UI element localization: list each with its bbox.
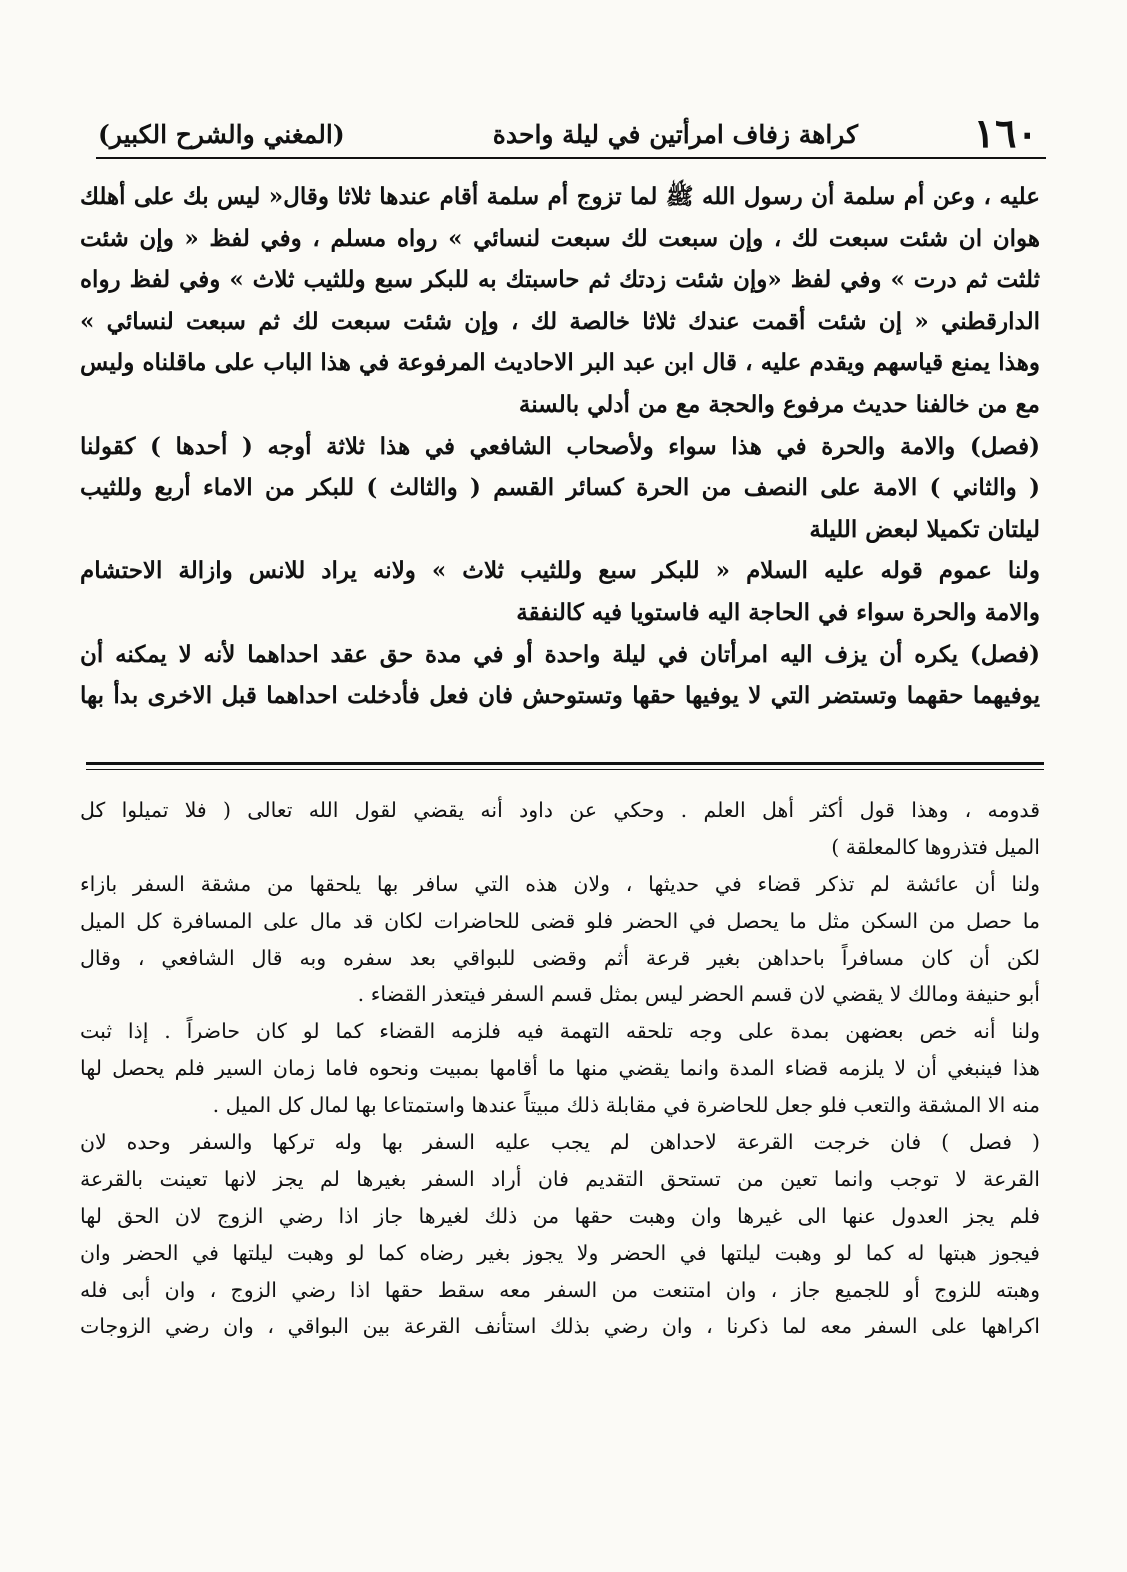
text-line: وهذا يمنع قياسهم ويقدم عليه ، قال ابن عبد البر الاحاديث المرفوعة في هذا الباب على ماقلناه وليس	[80, 349, 1040, 377]
text-line: اكراهها على السفر معه لما ذكرنا ، وان رضي بذلك استأنف القرعة بين البواقي ، وان رضي الزوجات	[80, 1314, 1040, 1339]
text-line: الدارقطني « إن شئت أقمت عندك ثلاثا خالصة لك ، وإن شئت سبعت لك ثم سبعت لنسائي »	[80, 307, 1040, 335]
text-line: ثلثت ثم درت » وفي لفظ «وإن شئت زدتك ثم حاسبتك به للبكر سبع وللثيب ثلاث » وفي لفظ رواه	[80, 266, 1040, 294]
text-line: ليلتان تكميلا لبعض الليلة	[809, 515, 1040, 543]
text-line: (فصل) يكره أن يزف اليه امرأتان في ليلة واحدة أو في مدة حق عقد احداهما لأنه لا يمكنه أن	[80, 640, 1040, 668]
running-title: كراهة زفاف امرأتين في ليلة واحدة	[492, 120, 858, 149]
text-line: منه الا المشقة والتعب فلو جعل للحاضرة في مقابلة ذلك مبيتاً عندها واستمتاعا بها لمال كل الميل .	[212, 1093, 1040, 1118]
text-line: والامة والحرة سواء في الحاجة اليه فاستويا فيه كالنفقة	[516, 598, 1040, 626]
commentary-text	[80, 792, 1040, 1345]
text-line: وهبته للزوج أو للجميع جاز ، وان امتنعت من السفر معه سقط حقها اذا رضي الزوج ، وان أبى فله	[80, 1277, 1040, 1302]
text-line: لكن أن كان مسافراً باحداهن بغير قرعة أثم وقضى للبواقي بعد سفره وبه قال الشافعي ، وقال	[80, 945, 1040, 970]
text-line: هوان ان شئت سبعت لك ، وإن سبعت لك سبعت لنسائي » رواه مسلم ، وفي لفظ « وإن شئت	[80, 224, 1040, 252]
text-line: ولنا أن عائشة لم تذكر قضاء في حديثها ، ولان هذه التي سافر بها يلحقها من مشقة السفر بازاء	[80, 871, 1040, 896]
text-line: قدومه ، وهذا قول أكثر أهل العلم . وحكي عن داود أنه يقضي لقول الله تعالى ( فلا تميلوا كل	[80, 798, 1040, 822]
text-line: فلم يجز العدول عنها الى غيرها وان وهبت حقها من ذلك لغيرها جاز اذا رضي الزوج لان الحق لها	[80, 1203, 1040, 1228]
text-line: ( فصل ) فان خرجت القرعة لاحداهن لم يجب عليه السفر بها وله تركها والسفر وحده لان	[80, 1130, 1040, 1155]
section-divider	[86, 762, 1044, 772]
text-line: هذا فينبغي أن لا يلزمه قضاء المدة وانما يقضي منها ما أقامها بمبيت ونحوه فاما زمان السير فلم يحصل لها	[80, 1056, 1040, 1081]
text-line: (فصل) والامة والحرة في هذا سواء ولأصحاب الشافعي في هذا ثلاثة أوجه ( أحدها ) كقولنا	[80, 432, 1040, 460]
text-line: ولنا أنه خص بعضهن بمدة على وجه تلحقه التهمة فيه فلزمه القضاء كما لو كان حاضراً . إذا ثبت	[80, 1019, 1040, 1044]
book-title: (المغني والشرح الكبير)	[98, 120, 345, 149]
page-number: ١٦٠	[973, 110, 1038, 157]
text-line: عليه ، وعن أم سلمة أن رسول الله ﷺ لما تزوج أم سلمة أقام عندها ثلاثا وقال« ليس بك على أهلك	[80, 183, 1040, 210]
text-line: يوفيهما حقهما وتستضر التي لا يوفيها حقها وتستوحش فان فعل فأدخلت احداهما قبل الاخرى بدأ بها	[80, 682, 1040, 710]
text-line: فيجوز هبتها له كما لو وهبت ليلتها في الحضر ولا يجوز بغير رضاه كما لو وهبت ليلتها في الحضر وان	[80, 1240, 1040, 1265]
main-text	[80, 176, 1040, 717]
header-rule	[96, 157, 1046, 159]
page-header	[98, 112, 1038, 156]
text-line: ما حصل من السكن مثل ما يحصل في الحضر فلو قضى للحاضرات لكان قد مال على المسافرة كل الميل	[80, 908, 1040, 933]
text-line: أبو حنيفة ومالك لا يقضي لان قسم الحضر ليس بمثل قسم السفر فيتعذر القضاء .	[357, 982, 1040, 1007]
text-line: مع من خالفنا حديث مرفوع والحجة مع من أدلي بالسنة	[518, 390, 1040, 418]
text-line: الميل فتذروها كالمعلقة )	[831, 834, 1040, 859]
text-line: ولنا عموم قوله عليه السلام « للبكر سبع وللثيب ثلاث » ولانه يراد للانس وازالة الاحتشام	[80, 557, 1040, 585]
text-line: ( والثاني ) الامة على النصف من الحرة كسائر القسم ( والثالث ) للبكر من الاماء أربع وللثيب	[80, 474, 1040, 502]
text-line: القرعة لا توجب وانما تعين من تستحق التقديم فان أراد السفر بغيرها لم يجز لانها تعينت بالقرعة	[80, 1166, 1040, 1191]
